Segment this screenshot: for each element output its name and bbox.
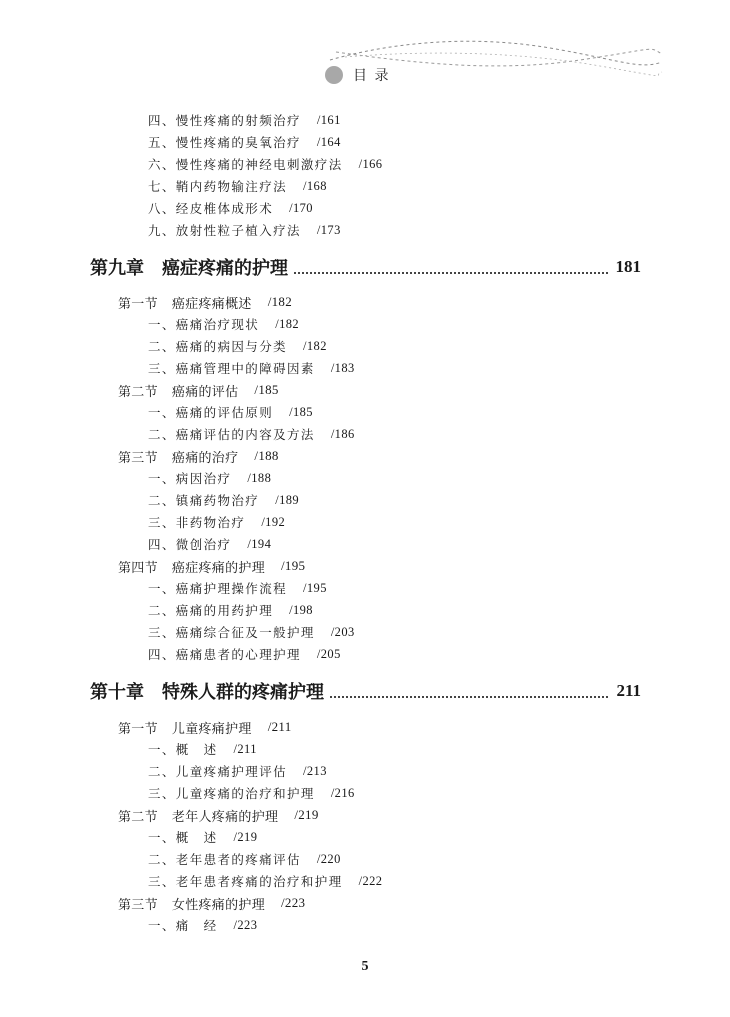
section-title: 儿童疼痛护理 — [171, 720, 252, 736]
toc-item-label: 一、概 述 — [148, 743, 218, 757]
section-number: 第四节 — [118, 559, 158, 575]
toc-item-label: 二、癌痛的用药护理 — [148, 604, 274, 618]
toc-item-label: 二、镇痛药物治疗 — [148, 494, 260, 508]
toc-item-label: 二、癌痛评估的内容及方法 — [148, 428, 315, 442]
section-number: 第三节 — [118, 449, 158, 465]
section-page: /182 — [267, 294, 293, 309]
toc-item-label: 一、癌痛治疗现状 — [148, 318, 260, 332]
toc-item — [0, 848, 730, 870]
toc-section — [0, 892, 730, 914]
toc-item-label: 六、慢性疼痛的神经电刺激疗法 — [148, 158, 343, 172]
toc-item-page: /173 — [316, 222, 341, 237]
section-title: 癌症疼痛的护理 — [171, 559, 266, 575]
toc-item — [0, 401, 730, 423]
toc-item-page: /205 — [316, 646, 341, 661]
toc-item-label: 一、病因治疗 — [148, 472, 232, 486]
toc-item — [0, 782, 730, 804]
toc-item — [0, 467, 730, 489]
toc-item — [0, 914, 730, 936]
toc-section — [0, 379, 730, 401]
toc-item-label: 二、癌痛的病因与分类 — [148, 340, 288, 354]
toc-item-page: /213 — [303, 763, 327, 778]
toc-item-page: /182 — [303, 338, 327, 353]
toc-item-label: 五、慢性疼痛的臭氧治疗 — [148, 136, 301, 150]
section-page: /188 — [254, 448, 279, 463]
section-number: 第一节 — [118, 295, 158, 311]
toc-item-label: 七、鞘内药物输注疗法 — [148, 180, 288, 194]
toc-section — [0, 804, 730, 826]
toc-item-page: /192 — [261, 514, 286, 529]
section-page: /195 — [281, 558, 306, 573]
chapter-title: 癌症疼痛的护理 — [162, 258, 288, 278]
toc-item-label: 四、微创治疗 — [148, 538, 232, 552]
section-page: /219 — [294, 807, 319, 822]
toc-chapter — [0, 252, 641, 282]
toc-item — [0, 577, 730, 599]
toc-item-page: /216 — [330, 785, 355, 800]
toc-item — [0, 489, 730, 511]
wavy-dashed-line — [330, 41, 662, 65]
section-number: 第一节 — [118, 720, 158, 736]
toc-item-page: /182 — [275, 316, 300, 331]
dot-leader — [294, 272, 608, 274]
toc-item-label: 八、经皮椎体成形术 — [148, 202, 274, 216]
toc-item-page: /186 — [330, 426, 355, 441]
toc-item — [0, 109, 730, 131]
toc-item-label: 三、癌痛综合征及一般护理 — [148, 626, 315, 640]
toc-item-page: /194 — [247, 536, 272, 551]
section-title: 癌痛的评估 — [171, 383, 239, 399]
toc-section — [0, 716, 730, 738]
toc-item-label: 一、癌痛的评估原则 — [148, 406, 274, 420]
section-page: /185 — [254, 382, 279, 397]
toc-item — [0, 357, 730, 379]
toc-item-page: /195 — [303, 580, 327, 595]
section-title: 女性疼痛的护理 — [171, 896, 266, 912]
chapter-page: 211 — [616, 681, 641, 700]
wavy-dashed-line — [345, 53, 662, 76]
toc-section — [0, 291, 730, 313]
chapter-number: 第十章 — [90, 682, 144, 702]
toc-item — [0, 153, 730, 175]
toc-item — [0, 738, 730, 760]
wavy-dashed-line — [336, 49, 662, 66]
toc-item-page: /168 — [303, 178, 327, 193]
section-number: 第三节 — [118, 896, 158, 912]
toc-item-page: /161 — [316, 112, 341, 127]
toc-item-label: 一、概 述 — [148, 831, 218, 845]
toc-item — [0, 621, 730, 643]
toc-item — [0, 826, 730, 848]
section-page: /223 — [281, 895, 306, 910]
toc-item-page: /189 — [275, 492, 300, 507]
toc-item-page: /183 — [330, 360, 355, 375]
toc-item-page: /164 — [316, 134, 341, 149]
toc-item-page: /170 — [289, 200, 313, 215]
toc-item-label: 九、放射性粒子植入疗法 — [148, 224, 301, 238]
toc-item-label: 四、慢性疼痛的射频治疗 — [148, 114, 301, 128]
toc-item — [0, 175, 730, 197]
toc-section — [0, 445, 730, 467]
toc-item — [0, 643, 730, 665]
toc-item-page: /198 — [289, 602, 313, 617]
toc-item-page: /211 — [233, 741, 257, 756]
section-title: 老年人疼痛的护理 — [171, 808, 279, 824]
section-title: 癌痛的治疗 — [171, 449, 239, 465]
toc-item-page: /219 — [233, 829, 258, 844]
toc-item — [0, 335, 730, 357]
toc-chapter — [0, 676, 641, 706]
toc-item-label: 三、癌痛管理中的障碍因素 — [148, 362, 315, 376]
section-page: /211 — [267, 719, 292, 734]
toc-item-label: 三、非药物治疗 — [148, 516, 246, 530]
toc-item — [0, 197, 730, 219]
toc-item — [0, 423, 730, 445]
toc-item — [0, 760, 730, 782]
dot-leader — [330, 696, 608, 698]
toc-item-label: 二、儿童疼痛护理评估 — [148, 765, 288, 779]
page-number: 5 — [361, 959, 369, 974]
toc-item — [0, 870, 730, 892]
toc-item-page: /188 — [247, 470, 272, 485]
toc-item-label: 二、老年患者的疼痛评估 — [148, 853, 301, 867]
toc-item-page: /203 — [330, 624, 355, 639]
header-title: 目 录 — [353, 69, 391, 84]
toc-item-page: /223 — [233, 917, 258, 932]
toc-item-label: 一、痛 经 — [148, 919, 218, 933]
toc-item-page: /185 — [289, 404, 313, 419]
toc-item-page: /220 — [316, 851, 341, 866]
toc-item-page: /222 — [358, 873, 383, 888]
toc-item — [0, 219, 730, 241]
toc-item — [0, 313, 730, 335]
toc-item-label: 一、癌痛护理操作流程 — [148, 582, 288, 596]
chapter-number: 第九章 — [90, 258, 144, 278]
toc-item-label: 三、老年患者疼痛的治疗和护理 — [148, 875, 343, 889]
toc-item — [0, 511, 730, 533]
bullet-circle-icon — [325, 66, 343, 84]
toc-item — [0, 131, 730, 153]
section-number: 第二节 — [118, 808, 158, 824]
chapter-page: 181 — [615, 257, 641, 276]
chapter-title: 特殊人群的疼痛护理 — [162, 682, 324, 702]
section-title: 癌症疼痛概述 — [171, 295, 252, 311]
toc-item-label: 四、癌痛患者的心理护理 — [148, 648, 301, 662]
toc-item — [0, 599, 730, 621]
table-of-contents — [0, 109, 730, 936]
toc-item-page: /166 — [358, 156, 383, 171]
section-number: 第二节 — [118, 383, 158, 399]
toc-item — [0, 533, 730, 555]
toc-section — [0, 555, 730, 577]
header-decoration — [0, 0, 730, 110]
toc-item-label: 三、儿童疼痛的治疗和护理 — [148, 787, 315, 801]
